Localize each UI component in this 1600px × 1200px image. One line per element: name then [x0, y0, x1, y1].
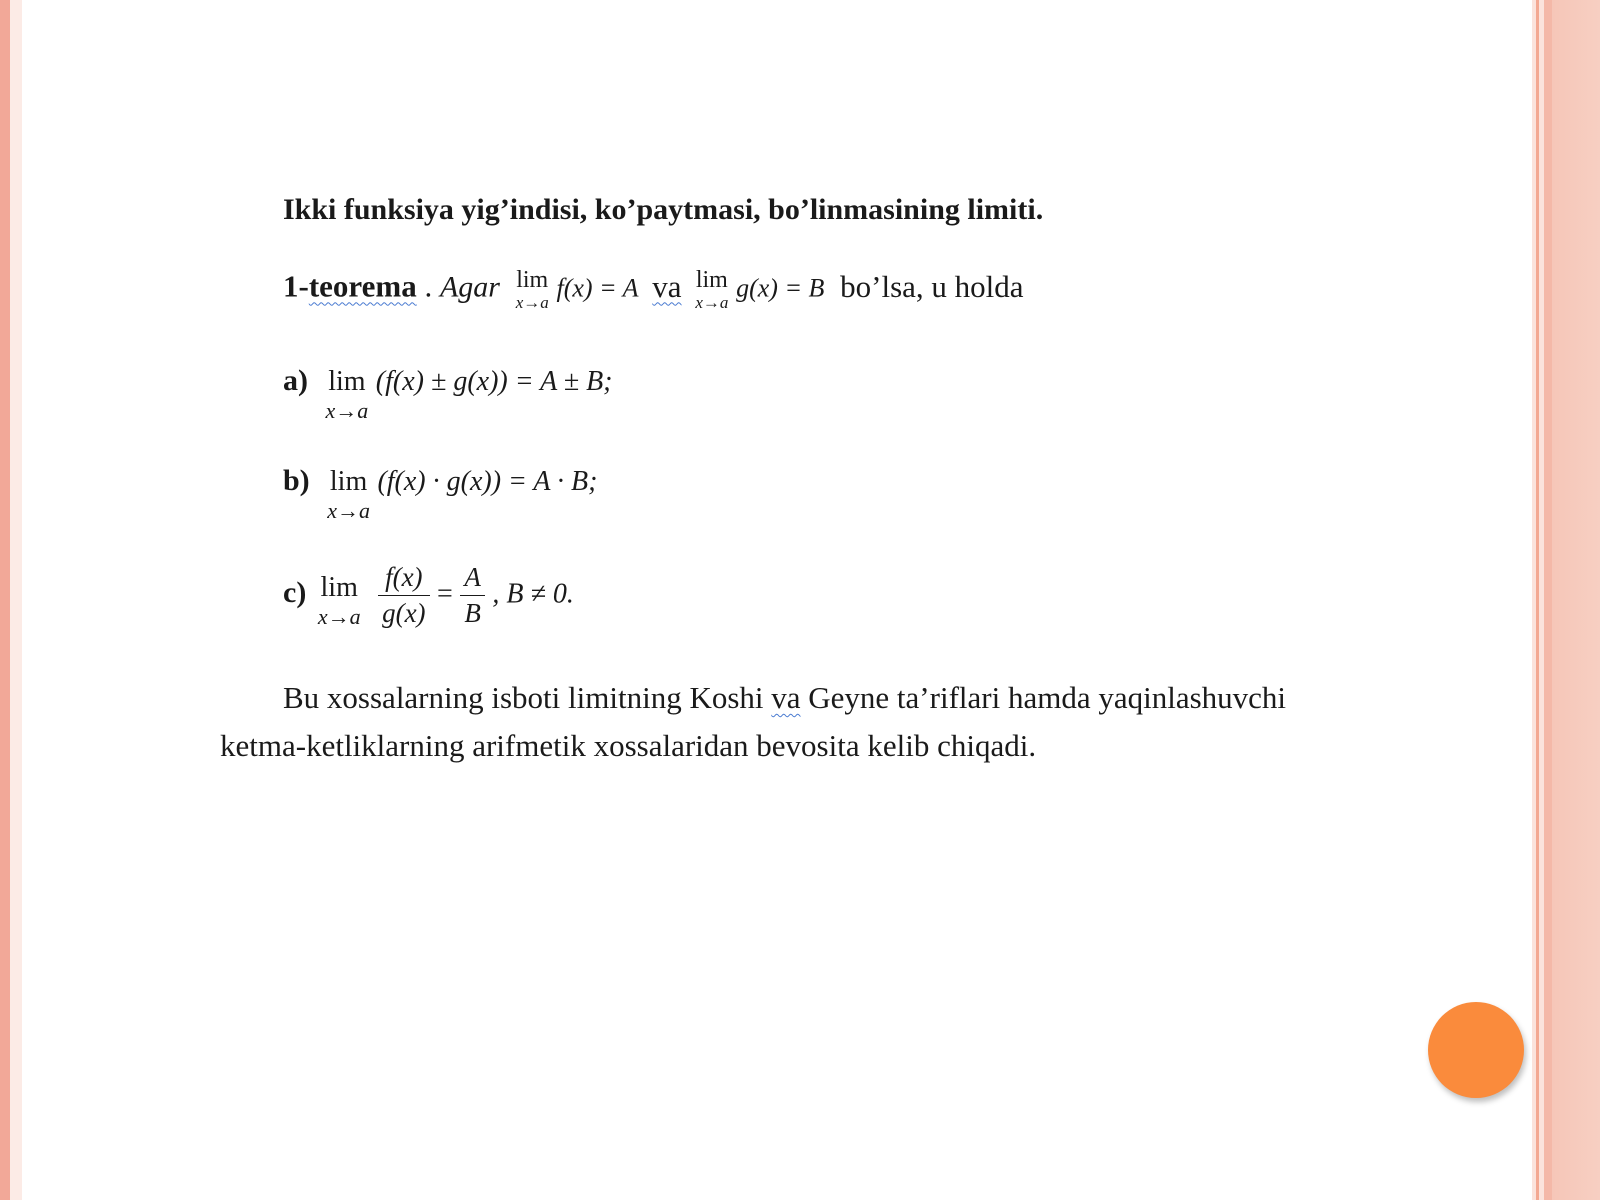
theorem-va: va	[652, 268, 682, 304]
proof-paragraph	[220, 674, 1330, 770]
property-c-fraction-fg	[378, 562, 429, 629]
lim-subscript: x→a	[327, 498, 370, 523]
property-c-condition: , B ≠ 0.	[492, 578, 574, 610]
lim-operator: lim	[695, 267, 728, 293]
lim-subscript: x→a	[515, 293, 549, 312]
lim-subscript: x→a	[325, 398, 369, 423]
lim-operator: lim	[329, 466, 368, 497]
theorem-word: teorema	[308, 268, 417, 304]
property-a-lim	[326, 368, 369, 422]
property-c-lim	[318, 574, 361, 628]
paragraph-part-1: Bu xossalarning isboti limitning Koshi	[283, 680, 772, 715]
lim-operator: lim	[516, 267, 549, 293]
theorem-tail: bo’lsa, u holda	[840, 268, 1024, 304]
theorem-number: 1-	[283, 268, 309, 304]
property-a	[283, 364, 613, 422]
lim-operator: lim	[320, 572, 358, 604]
slide-title: Ikki funksiya yig’indisi, ko’paytmasi, bo’linmasining limiti.	[283, 193, 1044, 226]
paragraph-va: va	[771, 680, 801, 715]
property-b	[283, 464, 597, 522]
decorative-orange-circle	[1428, 1002, 1524, 1098]
theorem-g-limit: g(x) = B	[736, 273, 825, 303]
theorem-lim-1	[516, 268, 549, 311]
paragraph-part-2: Geyne ta’riflari hamda yaqinlashuvchi ketma-ketliklarning arifmetik xossalaridan bevosita kelib chiqadi.	[220, 680, 1287, 763]
lim-operator: lim	[328, 366, 366, 397]
property-a-expression: (f(x) ± g(x)) = A ± B;	[375, 366, 613, 397]
property-c-fraction-ab	[460, 562, 485, 629]
property-b-label: b)	[283, 464, 310, 497]
slide-border-left-inner	[10, 0, 22, 1200]
property-a-label: a)	[283, 364, 308, 397]
fraction-denominator: B	[464, 598, 481, 628]
property-c-label: c)	[283, 576, 307, 610]
theorem-statement	[283, 268, 1024, 311]
fraction-denominator: g(x)	[382, 598, 426, 628]
lim-subscript: x→a	[317, 604, 361, 630]
slide-border-right-line	[1536, 0, 1539, 1200]
slide-border-right	[1532, 0, 1600, 1200]
slide-canvas	[22, 0, 1532, 1200]
fraction-numerator: f(x)	[378, 562, 429, 596]
theorem-separator: .	[416, 268, 440, 304]
property-b-lim	[327, 468, 370, 522]
lim-subscript: x→a	[695, 293, 729, 312]
property-b-expression: (f(x) · g(x)) = A · B;	[377, 466, 598, 497]
property-c-equals: =	[437, 578, 453, 610]
slide-border-left	[0, 0, 10, 1200]
theorem-f-limit: f(x) = A	[556, 273, 639, 303]
theorem-lim-2	[695, 268, 728, 311]
theorem-agar: Agar	[439, 270, 500, 304]
property-c	[283, 562, 574, 629]
fraction-numerator: A	[460, 562, 485, 596]
